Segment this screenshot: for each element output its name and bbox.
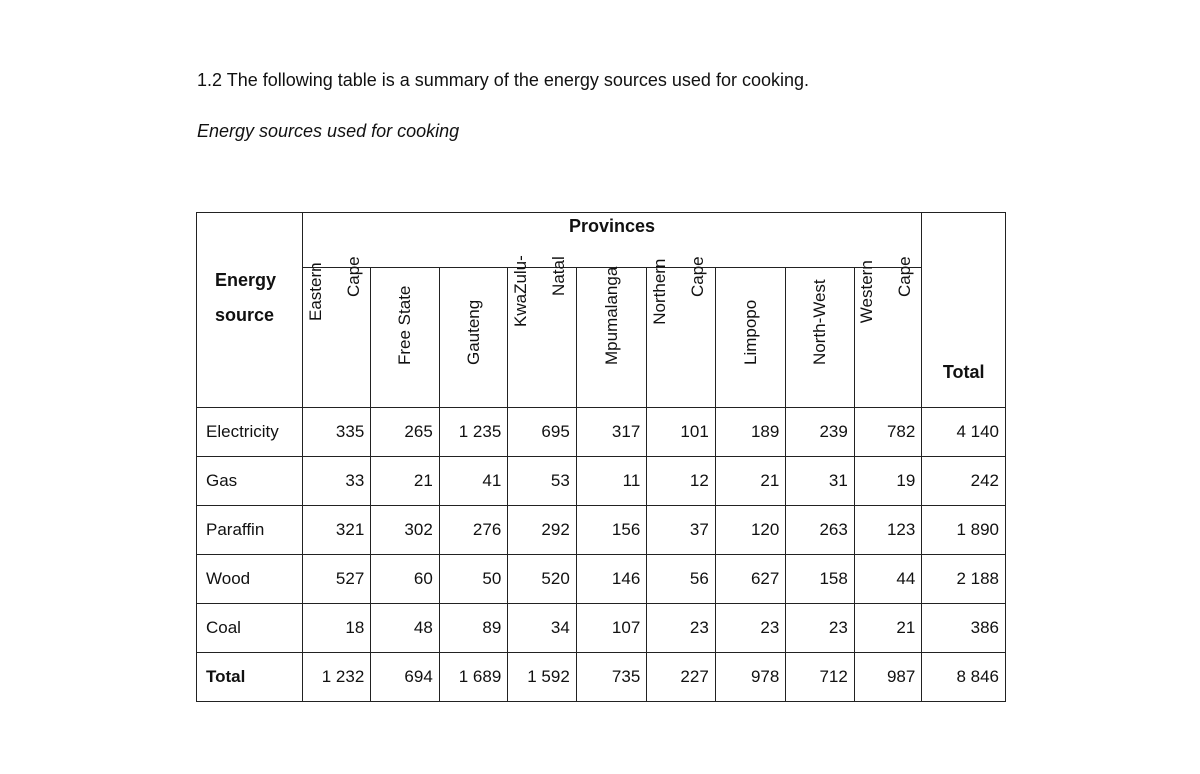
table-cell: 335 bbox=[302, 408, 371, 457]
table-cell: 33 bbox=[302, 457, 371, 506]
province-header bbox=[715, 268, 786, 408]
row-total-cell: 386 bbox=[922, 604, 1006, 653]
table-cell: 23 bbox=[715, 604, 786, 653]
province-header-label bbox=[512, 255, 568, 327]
province-header bbox=[786, 268, 855, 408]
table-cell: 627 bbox=[715, 555, 786, 604]
total-column-header: Total bbox=[922, 213, 1006, 408]
province-header-label bbox=[651, 256, 707, 327]
row-label: Coal bbox=[197, 604, 303, 653]
table-cell: 21 bbox=[854, 604, 922, 653]
table-cell: 50 bbox=[439, 555, 508, 604]
province-header bbox=[439, 268, 508, 408]
table-cell: 227 bbox=[647, 653, 716, 702]
table-cell: 120 bbox=[715, 506, 786, 555]
table-cell: 41 bbox=[439, 457, 508, 506]
table-cell: 695 bbox=[508, 408, 577, 457]
province-header-label bbox=[307, 256, 363, 327]
province-header-label bbox=[858, 256, 914, 327]
table-row bbox=[197, 653, 1006, 702]
table-cell: 782 bbox=[854, 408, 922, 457]
row-label: Electricity bbox=[197, 408, 303, 457]
table-cell: 23 bbox=[786, 604, 855, 653]
province-header-label bbox=[742, 300, 760, 365]
province-header bbox=[508, 255, 577, 408]
table-cell: 21 bbox=[371, 457, 440, 506]
table-cell: 156 bbox=[576, 506, 647, 555]
table-cell: 276 bbox=[439, 506, 508, 555]
table-cell: 527 bbox=[302, 555, 371, 604]
table-cell: 520 bbox=[508, 555, 577, 604]
table-cell: 1 232 bbox=[302, 653, 371, 702]
table-row bbox=[197, 408, 1006, 457]
energy-source-header bbox=[197, 213, 303, 408]
province-header bbox=[647, 256, 716, 408]
table-cell: 101 bbox=[647, 408, 716, 457]
provinces-header: Provinces bbox=[302, 213, 922, 268]
province-name: Limpopo bbox=[740, 299, 760, 365]
table-cell: 189 bbox=[715, 408, 786, 457]
province-name-line2: Cape bbox=[343, 256, 363, 297]
table-cell: 18 bbox=[302, 604, 371, 653]
table-caption: Energy sources used for cooking bbox=[197, 121, 460, 141]
province-name-line1: Western bbox=[857, 260, 877, 324]
table-cell: 53 bbox=[508, 457, 577, 506]
table-cell: 146 bbox=[576, 555, 647, 604]
row-total-cell: 242 bbox=[922, 457, 1006, 506]
row-label: Total bbox=[197, 653, 303, 702]
province-name-line2: Natal bbox=[549, 256, 569, 296]
row-label: Paraffin bbox=[197, 506, 303, 555]
table-cell: 317 bbox=[576, 408, 647, 457]
table-cell: 48 bbox=[371, 604, 440, 653]
table-cell: 89 bbox=[439, 604, 508, 653]
province-header bbox=[854, 256, 922, 408]
province-name-line2: Cape bbox=[895, 256, 915, 297]
table-cell: 1 592 bbox=[508, 653, 577, 702]
table-cell: 987 bbox=[854, 653, 922, 702]
province-name: Free State bbox=[395, 285, 415, 365]
table-cell: 21 bbox=[715, 457, 786, 506]
table-cell: 265 bbox=[371, 408, 440, 457]
row-total-cell: 1 890 bbox=[922, 506, 1006, 555]
table-cell: 158 bbox=[786, 555, 855, 604]
province-header-label bbox=[465, 300, 483, 365]
table-cell: 123 bbox=[854, 506, 922, 555]
table-cell: 1 689 bbox=[439, 653, 508, 702]
energy-sources-table bbox=[196, 212, 1006, 702]
table-row bbox=[197, 604, 1006, 653]
section-heading: 1.2 The following table is a summary of the energy sources used for cooking. bbox=[197, 70, 809, 90]
table-cell: 44 bbox=[854, 555, 922, 604]
province-header bbox=[576, 268, 647, 408]
table-cell: 19 bbox=[854, 457, 922, 506]
row-label: Gas bbox=[197, 457, 303, 506]
table-cell: 263 bbox=[786, 506, 855, 555]
row-total-cell: 8 846 bbox=[922, 653, 1006, 702]
province-name-line2: Cape bbox=[688, 256, 708, 297]
table-row bbox=[197, 457, 1006, 506]
table-row bbox=[197, 555, 1006, 604]
province-name: Mpumalanga bbox=[601, 266, 621, 365]
table-cell: 56 bbox=[647, 555, 716, 604]
table-cell: 712 bbox=[786, 653, 855, 702]
province-name-line1: Eastern bbox=[305, 262, 325, 321]
energy-source-header-line2: source bbox=[215, 305, 275, 325]
province-name-line1: Northern bbox=[650, 258, 670, 325]
table-cell: 978 bbox=[715, 653, 786, 702]
table-cell: 735 bbox=[576, 653, 647, 702]
table-row bbox=[197, 506, 1006, 555]
energy-source-header-line1: Energy bbox=[215, 270, 277, 290]
province-header bbox=[371, 268, 440, 408]
row-total-cell: 2 188 bbox=[922, 555, 1006, 604]
table-cell: 37 bbox=[647, 506, 716, 555]
province-header bbox=[302, 256, 371, 408]
table-cell: 239 bbox=[786, 408, 855, 457]
province-header-label bbox=[811, 279, 829, 365]
table-cell: 60 bbox=[371, 555, 440, 604]
table-cell: 292 bbox=[508, 506, 577, 555]
province-header-row bbox=[197, 268, 1006, 408]
table-cell: 12 bbox=[647, 457, 716, 506]
table-cell: 34 bbox=[508, 604, 577, 653]
table-cell: 107 bbox=[576, 604, 647, 653]
table-cell: 321 bbox=[302, 506, 371, 555]
row-label: Wood bbox=[197, 555, 303, 604]
table-cell: 11 bbox=[576, 457, 647, 506]
table-body bbox=[197, 408, 1006, 702]
table-cell: 23 bbox=[647, 604, 716, 653]
province-header-label bbox=[603, 267, 621, 365]
province-header-label bbox=[396, 286, 414, 365]
table-cell: 31 bbox=[786, 457, 855, 506]
province-name: North-West bbox=[810, 279, 830, 365]
table-cell: 1 235 bbox=[439, 408, 508, 457]
province-name: Gauteng bbox=[463, 299, 483, 365]
table-cell: 694 bbox=[371, 653, 440, 702]
province-name-line1: KwaZulu- bbox=[511, 255, 531, 327]
table-cell: 302 bbox=[371, 506, 440, 555]
row-total-cell: 4 140 bbox=[922, 408, 1006, 457]
